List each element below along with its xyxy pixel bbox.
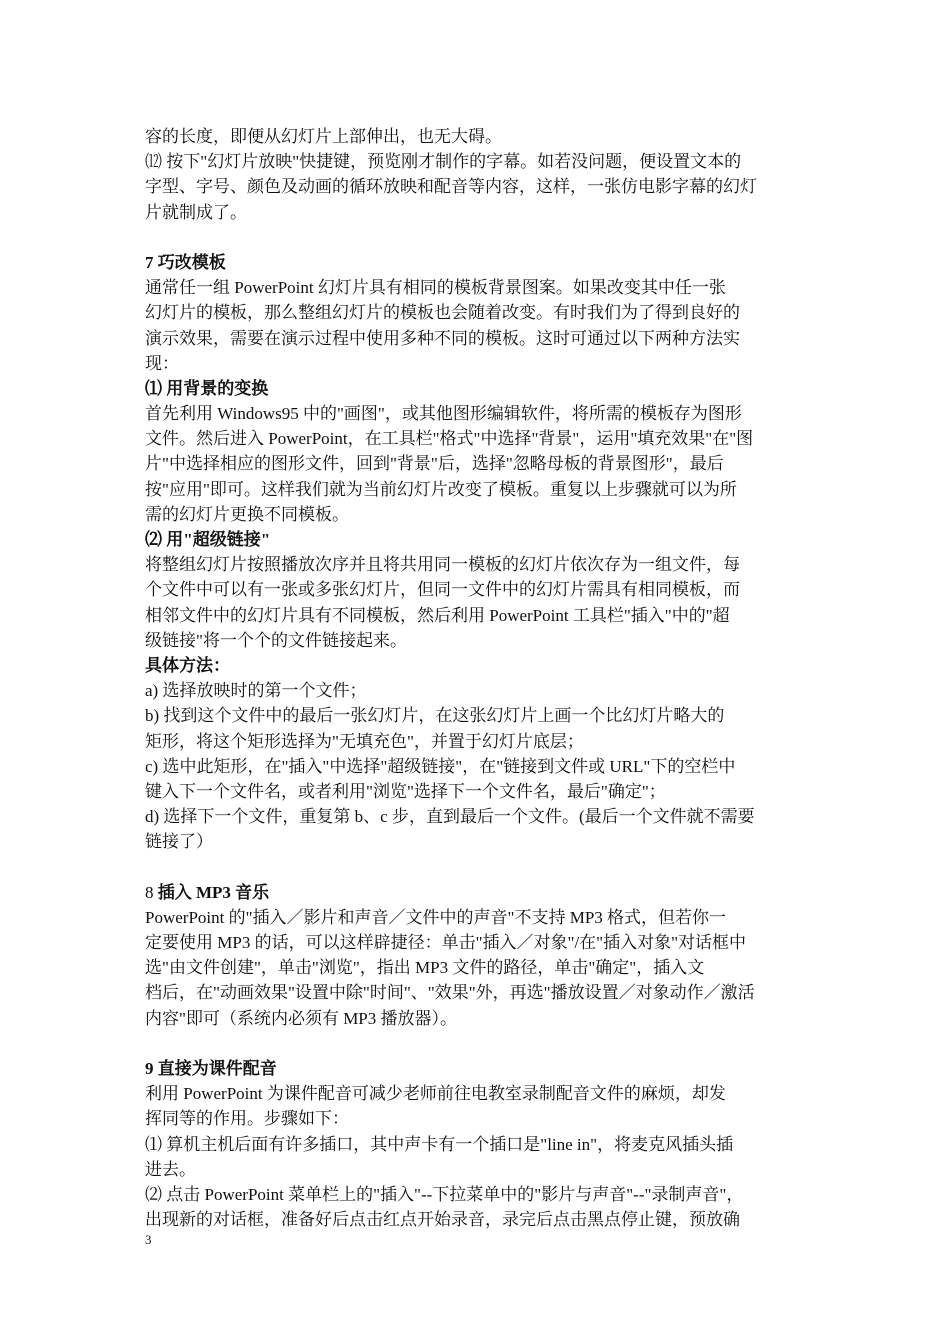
section-heading: 9 直接为课件配音 [145,1058,277,1078]
text-line: 将整组幻灯片按照播放次序并且将共用同一模板的幻灯片依次存为一组文件，每 [145,555,740,575]
text-line: 字型、字号、颜色及动画的循环放映和配音等内容，这样，一张仿电影字幕的幻灯 [145,177,757,197]
text-line: 容的长度，即便从幻灯片上部伸出，也无大碍。 [145,127,502,146]
section-heading [145,880,815,905]
text-line: 定要使用 MP3 的话，可以这样辟捷径：单击"插入／对象"/在"插入对象"对话框中 [145,933,747,952]
text-line: 演示效果，需要在演示过程中使用多种不同的模板。这时可通过以下两种方法实 [145,328,740,348]
text-line: 片"中选择相应的图形文件，回到"背景"后，选择"忽略母板的背景图形"，最后 [145,454,724,474]
intro-paragraph [145,124,815,225]
text-line: ⑴ 算机主机后面有许多插口，其中声卡有一个插口是"line in"，将麦克风插头插 [145,1134,734,1154]
text-line: 首先利用 Windows95 中的"画图"，或其他图形编辑软件，将所需的模板存为图形 [145,404,742,424]
section-heading: 7 巧改模板 [145,252,226,272]
step-line: 链接了） [145,832,213,852]
text-line: 现： [145,353,179,373]
paragraph-gap [145,1031,815,1056]
text-line: 按"应用"即可。这样我们就为当前幻灯片改变了模板。重复以上步骤就可以为所 [145,479,737,499]
text-line: 幻灯片的模板，那么整组幻灯片的模板也会随着改变。有时我们为了得到良好的 [145,303,740,323]
text-line: ⑿ 按下"幻灯片放映"快捷键，预览刚才制作的字幕。如若没问题，便设置文本的 [145,152,742,172]
text-line: 内容"即可（系统内必须有 MP3 播放器）。 [145,1008,458,1028]
text-line: 片就制成了。 [145,202,247,222]
steps-heading: 具体方法： [145,655,230,675]
step-line: b) 找到这个文件中的最后一张幻灯片，在这张幻灯片上画一个比幻灯片略大的 [145,706,725,726]
text-line: 进去。 [145,1159,196,1179]
page-number: 3 [145,1232,152,1247]
document-body [145,124,815,1232]
step-line: 键入下一个文件名，或者利用"浏览"选择下一个文件名，最后"确定"； [145,781,666,801]
text-line: 相邻文件中的幻灯片具有不同模板，然后利用 PowerPoint 工具栏"插入"中的"超 [145,605,730,625]
text-line: 出现新的对话框，准备好后点击红点开始录音，录完后点击黑点停止键，预放确 [145,1210,740,1230]
section-8 [145,880,815,1031]
paragraph-gap [145,225,815,250]
text-line: 利用 PowerPoint 为课件配音可减少老师前往电教室录制配音文件的麻烦，却发 [145,1084,726,1104]
text-line: 级链接"将一个个的文件链接起来。 [145,630,407,650]
text-line: 需的幻灯片更换不同模板。 [145,504,349,524]
step-line: 矩形，将这个矩形选择为"无填充色"，并置于幻灯片底层； [145,731,584,751]
text-line: ⑵ 点击 PowerPoint 菜单栏上的"插入"--下拉菜单中的"影片与声音"--"录制声音"， [145,1184,744,1204]
text-line: PowerPoint 的"插入／影片和声音／文件中的声音"不支持 MP3 格式，但若你一 [145,907,727,927]
subsection-heading: ⑵ 用"超级链接" [145,530,271,549]
paragraph-gap [145,854,815,879]
step-line: c) 选中此矩形，在"插入"中选择"超级链接"，在"链接到文件或 URL"下的空栏中 [145,756,736,776]
text-line: 选"由文件创建"，单击"浏览"，指出 MP3 文件的路径，单击"确定"，插入文 [145,958,705,978]
section-title: 插入 MP3 音乐 [157,882,270,902]
section-7 [145,250,815,855]
text-line: 个文件中可以有一张或多张幻灯片，但同一文件中的幻灯片需具有相同模板，而 [145,580,740,600]
text-line: 挥同等的作用。步骤如下： [145,1109,349,1129]
subsection-heading: ⑴ 用背景的变换 [145,378,269,398]
step-line: d) 选择下一个文件，重复第 b、c 步，直到最后一个文件。(最后一个文件就不需要 [145,807,755,827]
text-line: 文件。然后进入 PowerPoint，在工具栏"格式"中选择"背景"，运用"填充效果"在"图 [145,429,754,449]
text-line: 档后，在"动画效果"设置中除"时间"、"效果"外，再选"播放设置／对象动作／激活 [145,983,755,1003]
text-line: 通常任一组 PowerPoint 幻灯片具有相同的模板背景图案。如果改变其中任一张 [145,278,726,298]
section-9 [145,1056,815,1232]
section-number: 8 [145,882,158,902]
step-line: a) 选择放映时的第一个文件； [145,681,367,701]
